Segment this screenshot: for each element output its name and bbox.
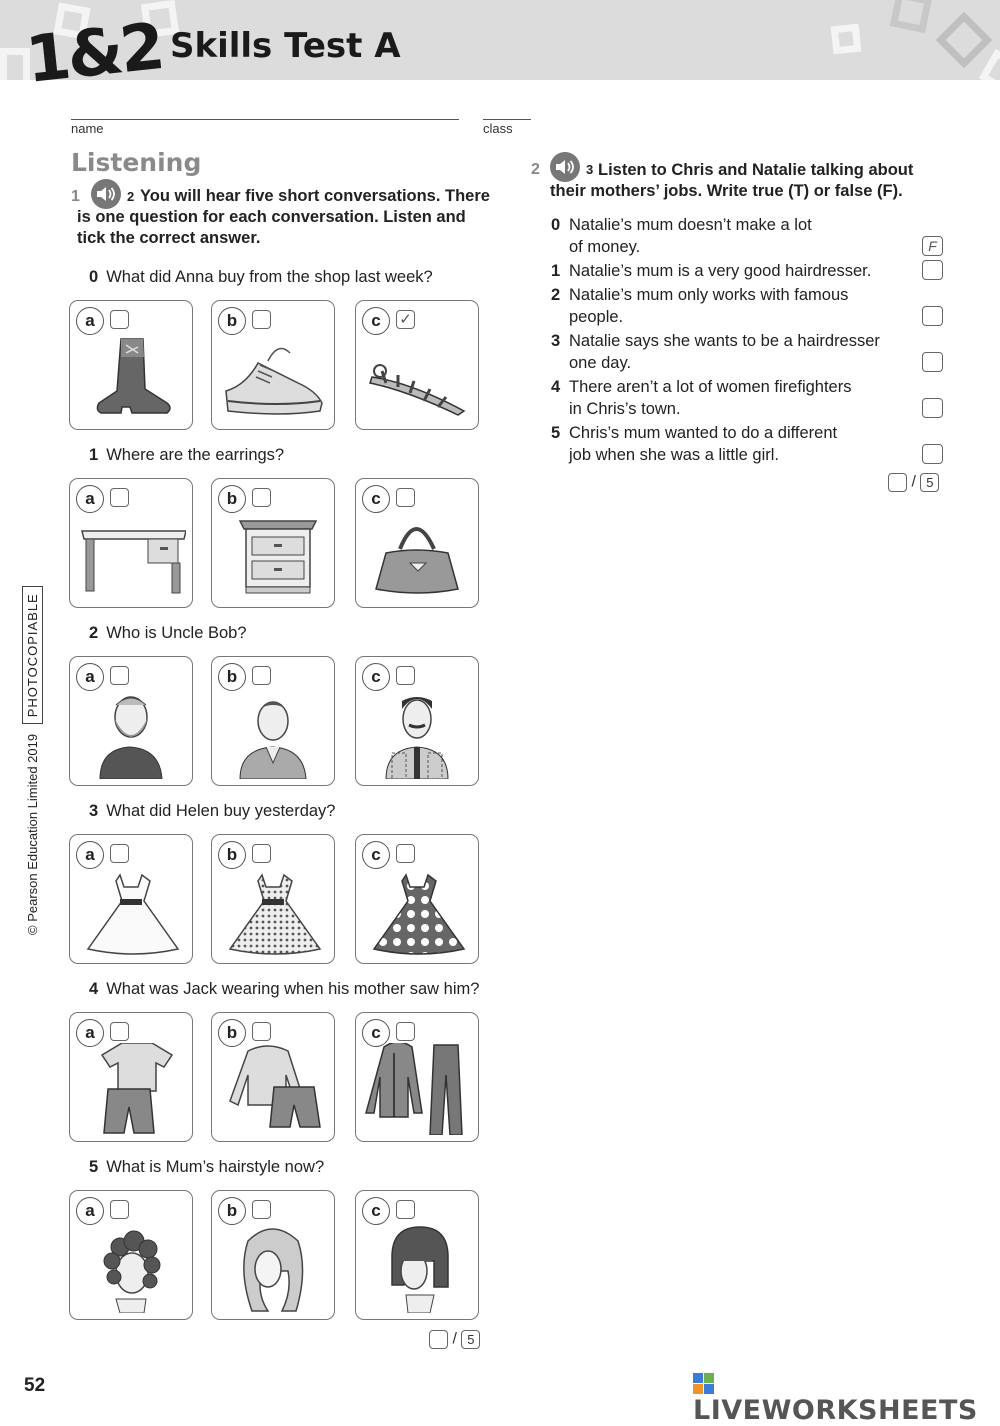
- sandals-icon: [362, 331, 472, 423]
- statement-text: of money.: [569, 238, 641, 256]
- instruction-line: Listen to Chris and Natalie talking about: [598, 161, 914, 179]
- score-box: [888, 473, 939, 492]
- big-dots-dress-icon: [362, 865, 472, 957]
- option-card[interactable]: [211, 478, 335, 608]
- statement-text: Natalie’s mum is a very good hairdresser.: [569, 262, 872, 280]
- option-letter: c: [362, 307, 390, 335]
- statement-number: 2: [551, 286, 561, 304]
- answer-box[interactable]: F: [922, 236, 943, 256]
- hoodie-trousers-icon: [362, 1043, 472, 1135]
- option-letter: a: [76, 841, 104, 869]
- instruction-line: is one question for each conversation. Listen and: [77, 208, 466, 226]
- decor-square: [890, 0, 933, 33]
- answer-checkbox[interactable]: [396, 666, 415, 685]
- answer-checkbox[interactable]: [252, 666, 271, 685]
- option-card[interactable]: [211, 1190, 335, 1320]
- answer-box[interactable]: [922, 398, 943, 418]
- statement: [551, 260, 904, 282]
- brand-name: LIVEWORKSHEETS: [693, 1395, 978, 1426]
- decor-square: [831, 24, 862, 55]
- question: [89, 802, 335, 821]
- option-letter: c: [362, 1197, 390, 1225]
- statement-text: Chris’s mum wanted to do a different: [569, 424, 838, 442]
- man-short-hair-icon: [218, 687, 328, 779]
- answer-checkbox[interactable]: [396, 844, 415, 863]
- speaker-icon[interactable]: [550, 152, 580, 182]
- answer-checkbox[interactable]: [396, 1022, 415, 1041]
- answer-checkbox[interactable]: [252, 488, 271, 507]
- score-box: [429, 1330, 480, 1349]
- name-label: name: [71, 121, 104, 136]
- copyright-text: © Pearson Education Limited 2019: [25, 733, 40, 935]
- small-dots-dress-icon: [218, 865, 328, 957]
- page-number: 52: [24, 1375, 46, 1396]
- man-moustache-icon: [362, 687, 472, 779]
- score-separator: /: [452, 1330, 457, 1348]
- option-letter: b: [218, 1197, 246, 1225]
- tshirt-shorts-icon: [76, 1043, 186, 1135]
- question: [89, 446, 284, 465]
- decor-square: [979, 49, 1000, 80]
- answer-checkbox[interactable]: [110, 844, 129, 863]
- option-letter: a: [76, 663, 104, 691]
- question-text: What did Anna buy from the shop last week?: [106, 268, 433, 286]
- statement-number: 4: [551, 378, 561, 396]
- unit-number: 1&2: [22, 10, 166, 98]
- instruction-line: tick the correct answer.: [77, 229, 261, 247]
- man-beard-icon: [76, 687, 186, 779]
- exercise-number: 2: [531, 161, 540, 178]
- brand-logo[interactable]: [693, 1373, 1000, 1426]
- class-line[interactable]: [483, 119, 531, 120]
- question-text: Who is Uncle Bob?: [106, 624, 247, 642]
- answer-checkbox[interactable]: [252, 844, 271, 863]
- score-total: 5: [920, 473, 939, 492]
- question-number: 3: [89, 802, 99, 820]
- option-letter: a: [76, 485, 104, 513]
- score-separator: /: [911, 473, 916, 491]
- option-card[interactable]: [69, 1190, 193, 1320]
- statement: [551, 330, 904, 374]
- name-line[interactable]: [71, 119, 459, 120]
- option-card[interactable]: [355, 656, 479, 786]
- option-card[interactable]: [69, 834, 193, 964]
- statement: [551, 284, 904, 328]
- answer-checkbox[interactable]: [110, 488, 129, 507]
- question: [89, 980, 479, 999]
- option-card[interactable]: [355, 300, 479, 430]
- option-letter: c: [362, 1019, 390, 1047]
- answer-checkbox[interactable]: [110, 666, 129, 685]
- statement-text: one day.: [569, 354, 632, 372]
- answer-checkbox[interactable]: ✓: [396, 310, 415, 329]
- score-total: 5: [461, 1330, 480, 1349]
- option-card[interactable]: [69, 1012, 193, 1142]
- question-number: 1: [89, 446, 99, 464]
- bob-hair-icon: [362, 1221, 472, 1313]
- option-card[interactable]: [355, 1012, 479, 1142]
- boots-icon: [76, 331, 186, 423]
- answer-checkbox[interactable]: [396, 1200, 415, 1219]
- statement-number: 5: [551, 424, 561, 442]
- option-card[interactable]: [211, 656, 335, 786]
- option-letter: b: [218, 1019, 246, 1047]
- option-card[interactable]: [211, 300, 335, 430]
- statement-number: 0: [551, 216, 561, 234]
- answer-checkbox[interactable]: [252, 310, 271, 329]
- option-letter: a: [76, 307, 104, 335]
- curly-hair-icon: [76, 1221, 186, 1313]
- long-wavy-hair-icon: [218, 1221, 328, 1313]
- photocopiable-label: PHOTOCOPIABLE: [22, 586, 43, 724]
- trainers-icon: [218, 331, 328, 423]
- white-dress-icon: [76, 865, 186, 957]
- answer-checkbox[interactable]: [110, 1200, 129, 1219]
- statement-text: job when she was a little girl.: [569, 446, 780, 464]
- answer-checkbox[interactable]: [110, 310, 129, 329]
- answer-box[interactable]: [922, 260, 943, 280]
- option-letter: b: [218, 485, 246, 513]
- answer-checkbox[interactable]: [110, 1022, 129, 1041]
- instruction-line: their mothers’ jobs. Write true (T) or false (F).: [550, 182, 903, 200]
- option-letter: c: [362, 841, 390, 869]
- score-input[interactable]: [888, 473, 907, 492]
- answer-box[interactable]: [922, 306, 943, 326]
- section-heading: Listening: [71, 148, 202, 177]
- page-title: Skills Test A: [170, 26, 401, 66]
- question-text: What is Mum’s hairstyle now?: [106, 1158, 325, 1176]
- decor-square: [936, 12, 993, 69]
- question: [89, 1158, 324, 1177]
- option-card[interactable]: [355, 834, 479, 964]
- option-letter: b: [218, 663, 246, 691]
- statement-number: 1: [551, 262, 561, 280]
- option-letter: b: [218, 307, 246, 335]
- track-number: 3: [586, 162, 594, 177]
- class-label: class: [483, 121, 513, 136]
- answer-box[interactable]: [922, 352, 943, 372]
- statement-text: Natalie’s mum only works with famous: [569, 286, 849, 304]
- question-number: 5: [89, 1158, 99, 1176]
- option-card[interactable]: [211, 1012, 335, 1142]
- question-text: What was Jack wearing when his mother saw him?: [106, 980, 480, 998]
- instruction-line: You will hear five short conversations. There: [140, 187, 490, 205]
- question-number: 4: [89, 980, 99, 998]
- question-number: 2: [89, 624, 99, 642]
- jacket-shorts-icon: [218, 1043, 328, 1135]
- question: [89, 268, 433, 287]
- question: [89, 624, 247, 643]
- option-letter: a: [76, 1019, 104, 1047]
- liveworksheets-icon: [693, 1373, 715, 1395]
- track-number: 2: [127, 189, 135, 204]
- answer-checkbox[interactable]: [252, 1022, 271, 1041]
- bedside-table-icon: [218, 509, 328, 601]
- score-input[interactable]: [429, 1330, 448, 1349]
- question-number: 0: [89, 268, 99, 286]
- option-card[interactable]: [355, 478, 479, 608]
- answer-checkbox[interactable]: [396, 488, 415, 507]
- copyright-notice: [25, 586, 40, 935]
- statement: [551, 376, 904, 420]
- statement-text: people.: [569, 308, 624, 326]
- answer-checkbox[interactable]: [252, 1200, 271, 1219]
- option-card[interactable]: [355, 1190, 479, 1320]
- statement-text: Natalie’s mum doesn’t make a lot: [569, 216, 812, 234]
- statement-text: Natalie says she wants to be a hairdresser: [569, 332, 880, 350]
- desk-icon: [76, 509, 186, 601]
- exercise-number: 1: [71, 188, 80, 205]
- statement-text: in Chris’s town.: [569, 400, 681, 418]
- statement: [551, 422, 904, 466]
- statement-text: There aren’t a lot of women firefighters: [569, 378, 852, 396]
- option-card[interactable]: [211, 834, 335, 964]
- statement: [551, 214, 904, 258]
- option-letter: b: [218, 841, 246, 869]
- option-letter: c: [362, 663, 390, 691]
- option-card[interactable]: [69, 478, 193, 608]
- statement-number: 3: [551, 332, 561, 350]
- option-letter: a: [76, 1197, 104, 1225]
- question-text: Where are the earrings?: [106, 446, 285, 464]
- handbag-icon: [362, 509, 472, 601]
- answer-box[interactable]: [922, 444, 943, 464]
- option-letter: c: [362, 485, 390, 513]
- option-card[interactable]: [69, 656, 193, 786]
- speaker-icon[interactable]: [91, 179, 121, 209]
- question-text: What did Helen buy yesterday?: [106, 802, 336, 820]
- option-card[interactable]: [69, 300, 193, 430]
